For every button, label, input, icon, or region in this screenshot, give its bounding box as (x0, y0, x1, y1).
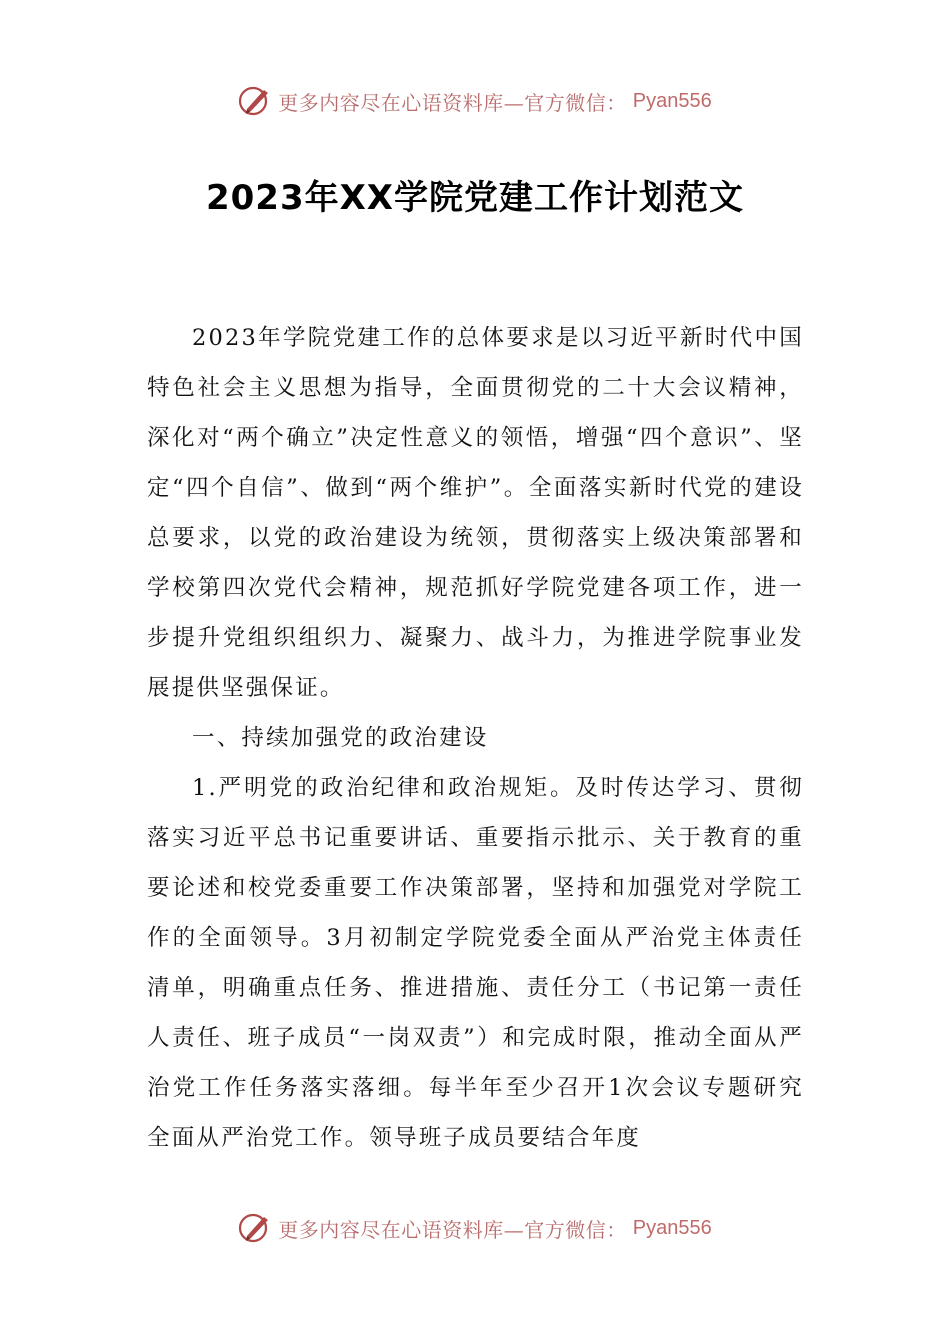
watermark-wechat-id: Pyan556 (632, 89, 712, 112)
document-title: 2023年XX学院党建工作计划范文 (205, 178, 745, 218)
watermark-text: 更多内容尽在心语资料库—官方微信： (278, 1217, 627, 1242)
item-paragraph: 1.严明党的政治纪律和政治规矩。及时传达学习、贯彻落实习近平总书记重要讲话、重要指示批示、关于教育的重要论述和校党委重要工作决策部署，坚持和加强党对学院工作的全面领导。3月初制定学院党委全面从严治党主体责任清单，明确重点任务、推进措施、责任分工（书记第一责任人责任、班子成员“一岗双责”）和完成时限，推动全面从严治党工作任务落实落细。每半年至少召开1次会议专题研究全面从严治党工作。领导班子成员要结合年度 (147, 775, 804, 1151)
watermark-banner-top (0, 84, 950, 118)
document-body (147, 313, 804, 1163)
watermark-text: 更多内容尽在心语资料库—官方微信： (278, 90, 627, 115)
section-heading: 一、持续加强党的政治建设 (192, 725, 489, 751)
quill-pen-logo-icon (238, 1211, 272, 1245)
watermark-wechat-id: Pyan556 (632, 1216, 712, 1239)
quill-pen-logo-icon (238, 84, 272, 118)
intro-paragraph: 2023年学院党建工作的总体要求是以习近平新时代中国特色社会主义思想为指导，全面贯彻党的二十大会议精神，深化对“两个确立”决定性意义的领悟，增强“四个意识”、坚定“四个自信”、做到“两个维护”。全面落实新时代党的建设总要求，以党的政治建设为统领，贯彻落实上级决策部署和学校第四次党代会精神，规范抓好学院党建各项工作，进一步提升党组织组织力、凝聚力、战斗力，为推进学院事业发展提供坚强保证。 (147, 325, 804, 701)
watermark-banner-bottom (0, 1211, 950, 1245)
